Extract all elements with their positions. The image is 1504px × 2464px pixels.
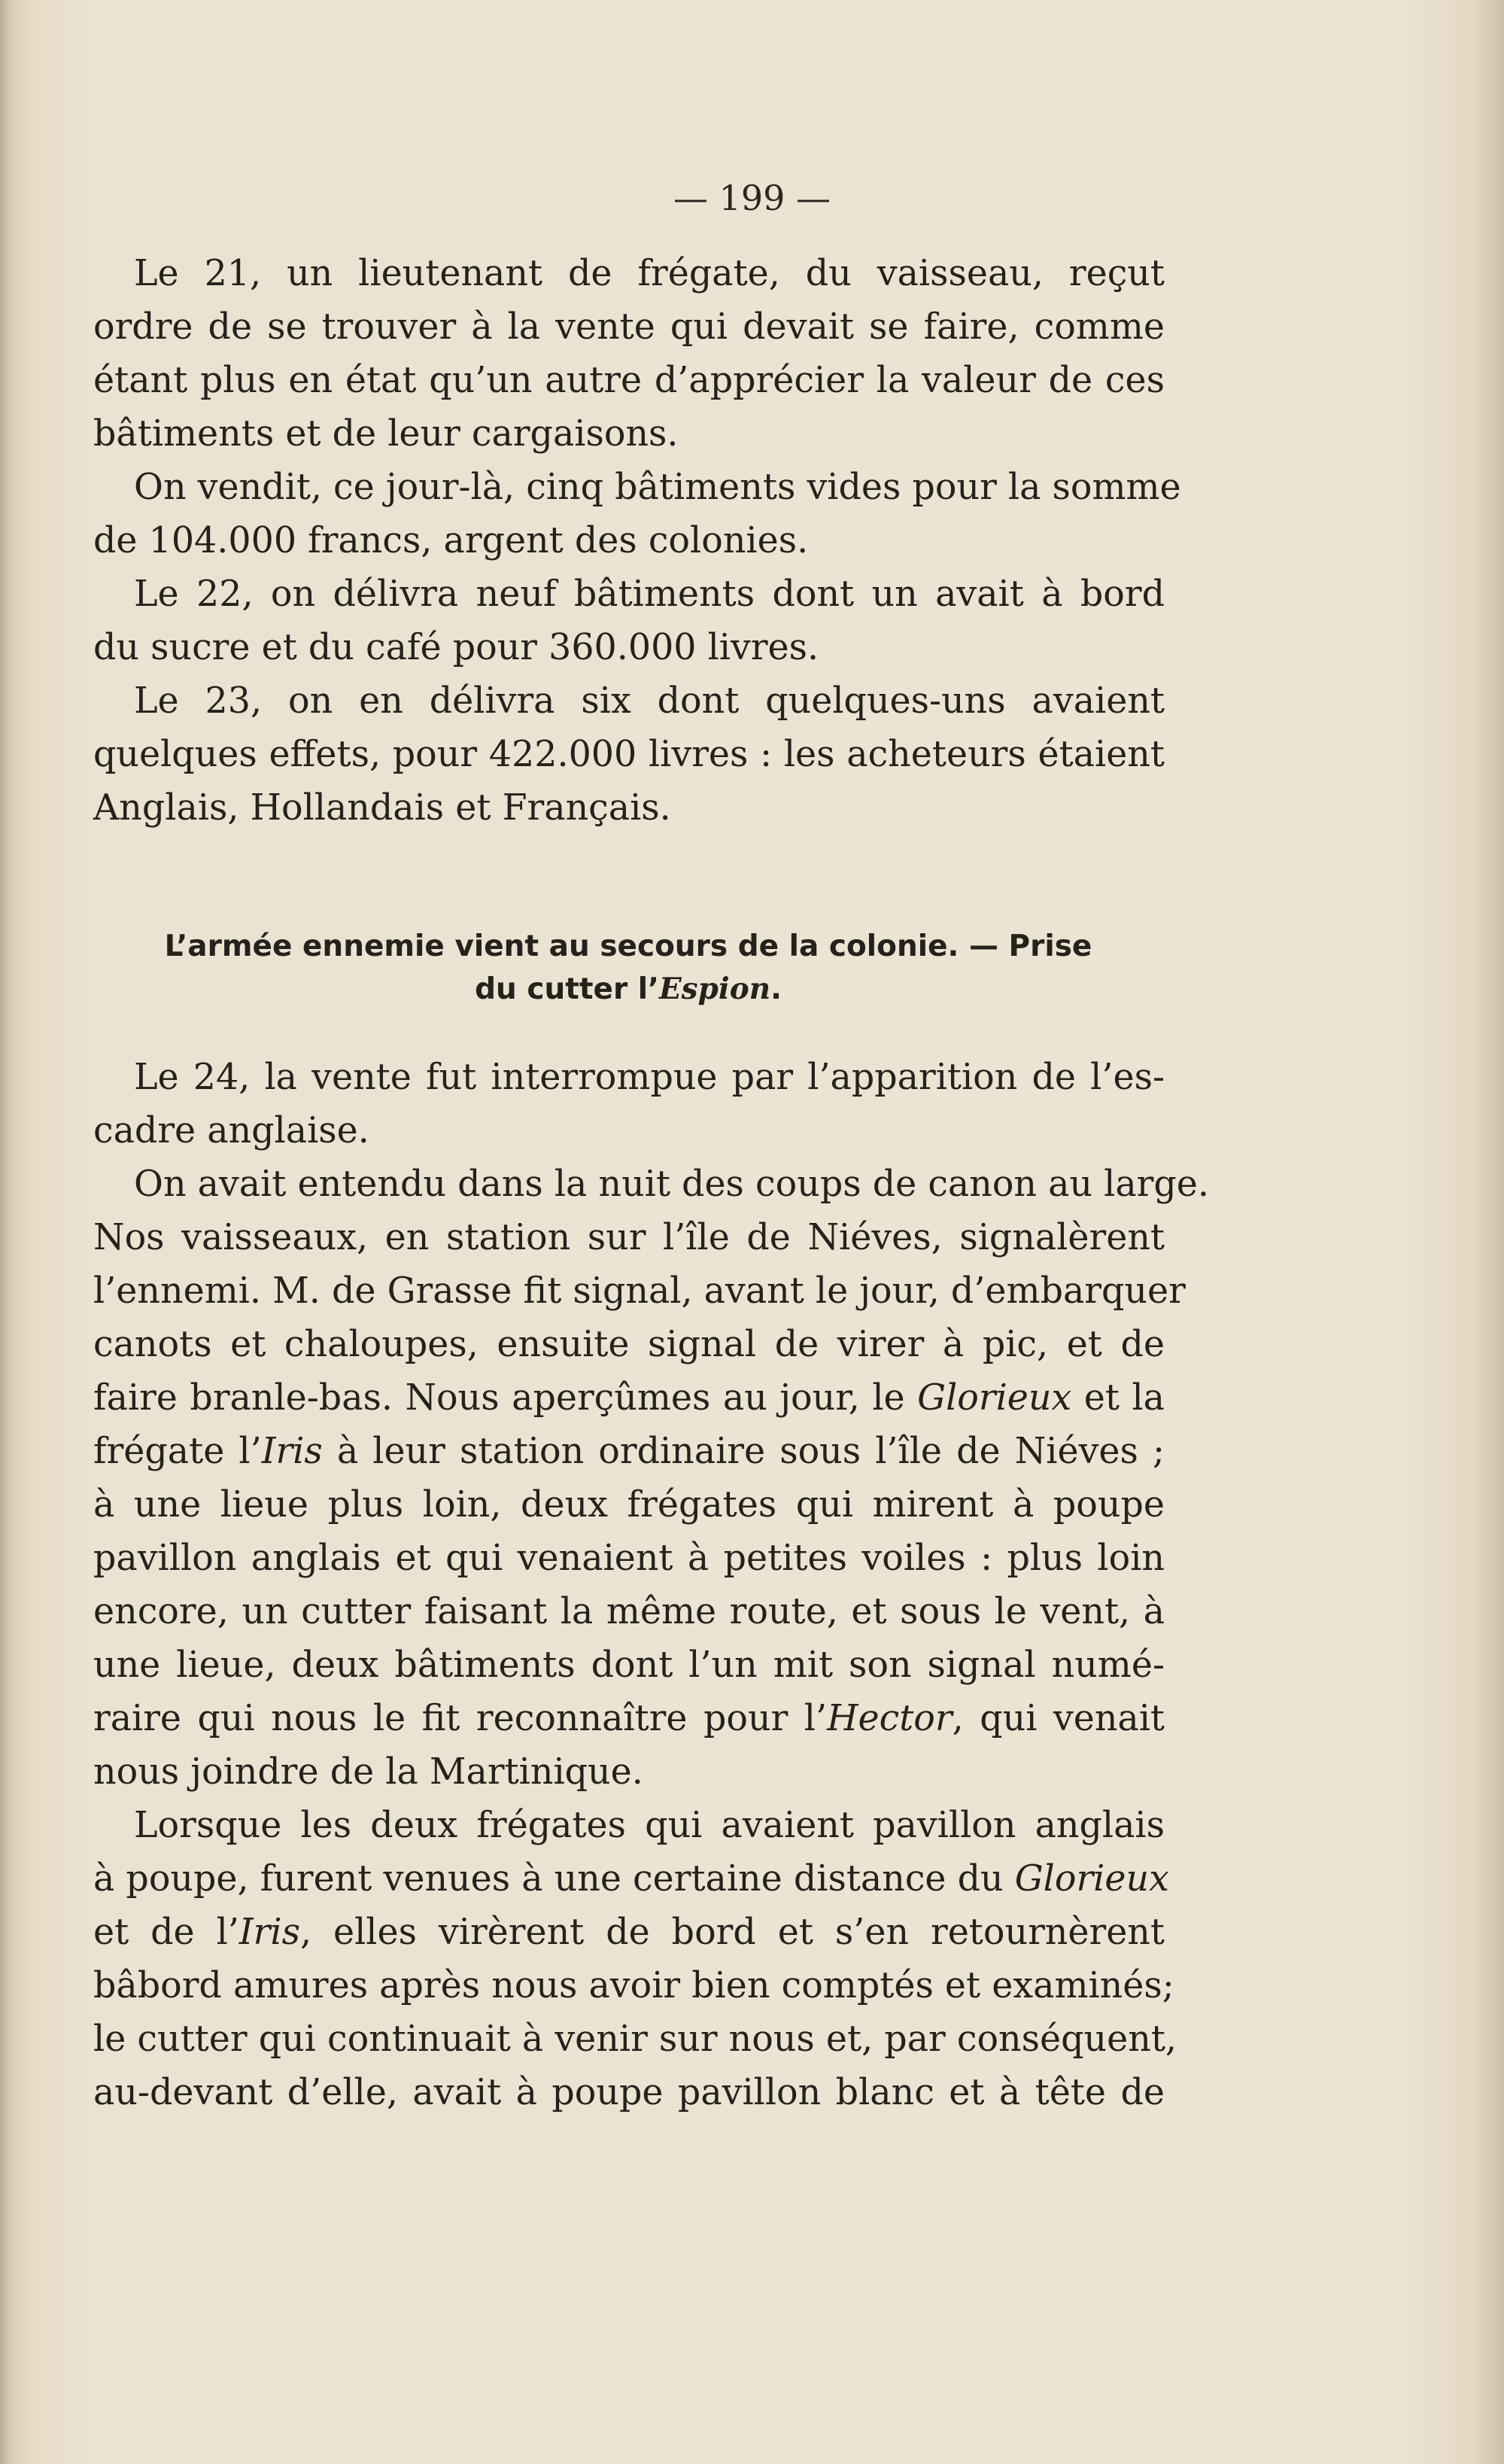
- text-line: [93, 1532, 1165, 1585]
- text-segment: étant plus en état qu’un autre d’apprécier la valeur de ces: [93, 360, 1165, 401]
- text-line: [93, 1051, 1165, 1104]
- text-line: [93, 1157, 1209, 1211]
- text-segment: pavillon anglais et qui venaient à petites voiles : plus loin: [93, 1538, 1165, 1579]
- text-segment: Le 23, on en délivra six dont quelques-uns avaient: [134, 680, 1165, 722]
- text-segment: au-devant d’elle, avait à poupe pavillon blanc et à tête de: [93, 2072, 1165, 2113]
- italic-ship-name: Iris: [239, 1912, 300, 1953]
- text-block-2: [93, 1051, 1209, 2119]
- text-segment: bâtiments et de leur cargaisons.: [93, 413, 679, 455]
- text-segment: et la: [1071, 1377, 1165, 1419]
- text-segment: Nos vaisseaux, en station sur l’île de Niéves, signalèrent: [93, 1217, 1165, 1258]
- text-segment: ordre de se trouver à la vente qui devait se faire, comme: [93, 306, 1165, 348]
- text-segment: Le 24, la vente fut interrompue par l’apparition de l’es-: [134, 1057, 1165, 1098]
- text-segment: Anglais, Hollandais et Français.: [93, 787, 671, 829]
- text-segment: cadre anglaise.: [93, 1110, 369, 1151]
- text-segment: et de l’: [93, 1912, 239, 1953]
- text-line: [93, 1585, 1165, 1638]
- text-segment: une lieue, deux bâtiments dont l’un mit son signal numé-: [93, 1644, 1165, 1686]
- text-segment: du sucre et du café pour 360.000 livres.: [93, 627, 819, 668]
- text-line: [93, 781, 1165, 835]
- text-segment: l’ennemi. M. de Grasse fit signal, avant le jour, d’embarquer: [93, 1270, 1186, 1312]
- text-segment: raire qui nous le fit reconnaître pour l’: [93, 1698, 828, 1739]
- text-line: [93, 247, 1165, 300]
- text-line: [93, 1104, 1165, 1157]
- italic-ship-name: Glorieux: [1014, 1858, 1169, 1900]
- text-line: [93, 1318, 1165, 1371]
- text-segment: On vendit, ce jour-là, cinq bâtiments vides pour la somme: [134, 467, 1181, 508]
- text-segment: , elles virèrent de bord et s’en retournèrent: [299, 1912, 1165, 1953]
- text-segment: encore, un cutter faisant la même route, et sous le vent, à: [93, 1591, 1165, 1632]
- text-segment: Le 21, un lieutenant de frégate, du vaisseau, reçut: [134, 253, 1165, 294]
- heading-line-2-suffix: .: [770, 972, 782, 1006]
- text-line: [93, 1264, 1186, 1318]
- text-line: [93, 1638, 1165, 1692]
- text-segment: nous joindre de la Martinique.: [93, 1751, 643, 1793]
- text-line: [93, 674, 1165, 728]
- text-line: [93, 1478, 1165, 1532]
- italic-ship-name: Iris: [261, 1431, 323, 1472]
- text-line: [93, 1745, 1165, 1799]
- text-segment: On avait entendu dans la nuit des coups de canon au large.: [134, 1164, 1209, 1205]
- text-line: [93, 2012, 1177, 2066]
- text-line: [93, 567, 1165, 621]
- text-segment: à poupe, furent venues à une certaine distance du: [93, 1858, 1015, 1900]
- text-line: [93, 461, 1181, 514]
- text-segment: Lorsque les deux frégates qui avaient pavillon anglais: [134, 1805, 1165, 1846]
- text-segment: le cutter qui continuait à venir sur nous et, par conséquent,: [93, 2018, 1177, 2060]
- heading-line-2-prefix: du cutter l’: [475, 972, 659, 1006]
- text-line: [93, 728, 1165, 781]
- text-segment: , qui venait: [952, 1698, 1165, 1739]
- text-segment: à leur station ordinaire sous l’île de Niéves ;: [322, 1431, 1165, 1472]
- text-line: [93, 407, 1165, 461]
- italic-ship-name: Hector: [827, 1698, 953, 1739]
- section-heading: [113, 926, 1144, 1011]
- text-segment: quelques effets, pour 422.000 livres : les acheteurs étaient: [93, 734, 1165, 775]
- page-number: — 199 —: [673, 178, 831, 218]
- text-segment: Le 22, on délivra neuf bâtiments dont un avait à bord: [134, 573, 1165, 615]
- section-heading-line-2: [113, 968, 1144, 1011]
- text-segment: faire branle-bas. Nous aperçûmes au jour, le: [93, 1377, 918, 1419]
- text-line: [93, 1692, 1165, 1745]
- italic-ship-name: Glorieux: [917, 1377, 1072, 1419]
- heading-line-2-italic: Espion: [658, 972, 771, 1006]
- text-line: [93, 1959, 1174, 2012]
- text-line: [93, 1852, 1169, 1906]
- text-segment: à une lieue plus loin, deux frégates qui mirent à poupe: [93, 1484, 1165, 1526]
- section-heading-line-1: L’armée ennemie vient au secours de la colonie. — Prise: [164, 929, 1092, 963]
- text-segment: bâbord amures après nous avoir bien comptés et examinés;: [93, 1965, 1174, 2006]
- text-block-1: [93, 247, 1181, 835]
- text-line: [93, 354, 1165, 407]
- text-line: [93, 621, 1165, 674]
- text-line: [93, 1799, 1165, 1852]
- text-segment: canots et chaloupes, ensuite signal de virer à pic, et de: [93, 1324, 1165, 1365]
- text-line: [93, 1371, 1165, 1425]
- text-segment: de 104.000 francs, argent des colonies.: [93, 520, 809, 561]
- text-line: [93, 514, 1165, 567]
- text-line: [93, 2066, 1165, 2119]
- text-segment: frégate l’: [93, 1431, 262, 1472]
- text-line: [93, 300, 1165, 354]
- text-line: [93, 1211, 1165, 1264]
- text-line: [93, 1906, 1165, 1959]
- text-line: [93, 1425, 1165, 1478]
